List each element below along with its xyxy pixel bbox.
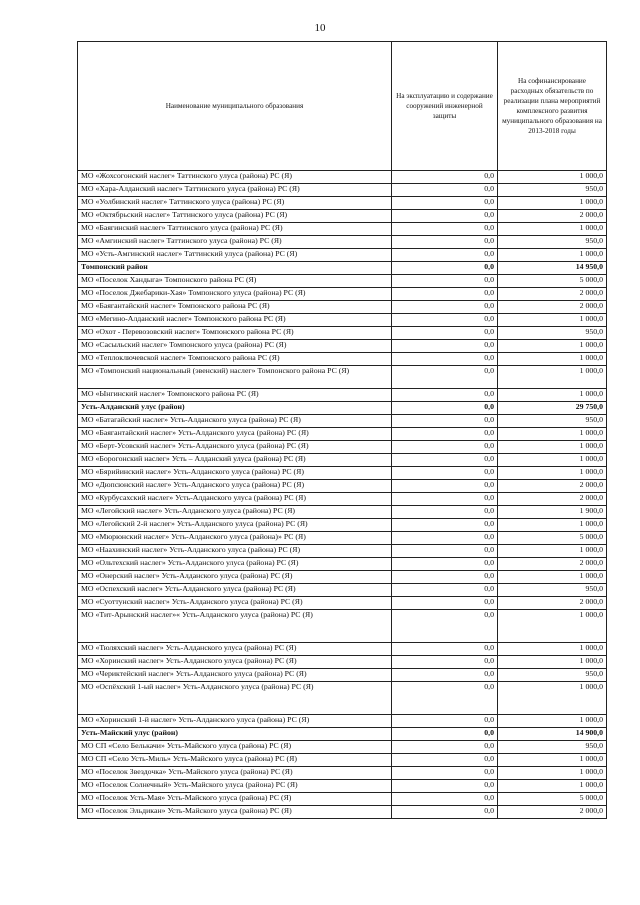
cofinancing-cell: 1 000,0: [498, 656, 607, 669]
table-row: [78, 506, 607, 519]
table-row: [78, 389, 607, 402]
municipality-name-cell: МО «Теплоключевской наслег» Томпонского района РС (Я): [78, 353, 392, 366]
cofinancing-cell: 2 000,0: [498, 288, 607, 301]
municipality-name-cell: МО «Хоринский наслег» Усть-Алданского улуса (района) РС (Я): [78, 656, 392, 669]
engineering-protection-cell: 0,0: [392, 389, 498, 402]
table-row: [78, 288, 607, 301]
table-row: [78, 715, 607, 728]
cofinancing-cell: 1 000,0: [498, 366, 607, 389]
engineering-protection-cell: 0,0: [392, 610, 498, 643]
table-row: [78, 597, 607, 610]
table-row: [78, 669, 607, 682]
engineering-protection-cell: 0,0: [392, 210, 498, 223]
municipality-name-cell: Томпонский район: [78, 262, 392, 275]
engineering-protection-cell: 0,0: [392, 314, 498, 327]
table-row: [78, 558, 607, 571]
municipality-name-cell: Усть-Алданский улус (район): [78, 402, 392, 415]
cofinancing-cell: 1 000,0: [498, 682, 607, 715]
cofinancing-cell: 5 000,0: [498, 793, 607, 806]
municipality-name-cell: МО «Октябрьский наслег» Таттинского улуса (района) РС (Я): [78, 210, 392, 223]
table-row: [78, 532, 607, 545]
table-row: [78, 467, 607, 480]
cofinancing-cell: 1 000,0: [498, 571, 607, 584]
table-row: [78, 340, 607, 353]
table-row: [78, 780, 607, 793]
table-row: [78, 415, 607, 428]
engineering-protection-cell: 0,0: [392, 288, 498, 301]
cofinancing-cell: 950,0: [498, 327, 607, 340]
cofinancing-cell: 2 000,0: [498, 301, 607, 314]
municipality-name-cell: МО «Курбусахский наслег» Усть-Алданского улуса (района) РС (Я): [78, 493, 392, 506]
municipality-name-cell: МО «Батагайский наслег» Усть-Алданского улуса (района) РС (Я): [78, 415, 392, 428]
engineering-protection-cell: 0,0: [392, 728, 498, 741]
municipality-name-cell: МО «Легойский наслег» Усть-Алданского улуса (района) РС (Я): [78, 506, 392, 519]
table-row: [78, 353, 607, 366]
municipality-name-cell: МО «Баягинский наслег» Таттинского улуса (района) РС (Я): [78, 223, 392, 236]
engineering-protection-cell: 0,0: [392, 428, 498, 441]
table-row: [78, 184, 607, 197]
cofinancing-cell: 1 000,0: [498, 780, 607, 793]
cofinancing-cell: 1 000,0: [498, 519, 607, 532]
engineering-protection-cell: 0,0: [392, 340, 498, 353]
engineering-protection-cell: 0,0: [392, 275, 498, 288]
municipality-name-cell: МО «Мегино-Алданский наслег» Томпонского района РС (Я): [78, 314, 392, 327]
cofinancing-cell: 2 000,0: [498, 493, 607, 506]
cofinancing-cell: 1 000,0: [498, 441, 607, 454]
municipality-name-cell: МО СП «Село Белькачи» Усть-Майского улуса (района) РС (Я): [78, 741, 392, 754]
municipality-name-cell: МО «Бярийинский наслег» Усть-Алданского улуса (района) РС (Я): [78, 467, 392, 480]
engineering-protection-cell: 0,0: [392, 793, 498, 806]
cofinancing-cell: 950,0: [498, 741, 607, 754]
table-row: [78, 480, 607, 493]
engineering-protection-cell: 0,0: [392, 327, 498, 340]
municipality-name-cell: МО СП «Село Усть-Миль» Усть-Майского улуса (района) РС (Я): [78, 754, 392, 767]
table-row: [78, 584, 607, 597]
engineering-protection-cell: 0,0: [392, 262, 498, 275]
cofinancing-cell: 1 000,0: [498, 223, 607, 236]
table-row: [78, 197, 607, 210]
table-row: [78, 793, 607, 806]
municipality-name-cell: МО «Ынгинский наслег» Томпонского района РС (Я): [78, 389, 392, 402]
table-row: [78, 767, 607, 780]
municipality-name-cell: МО «Легойский 2-й наслег» Усть-Алданского улуса (района) РС (Я): [78, 519, 392, 532]
cofinancing-cell: 950,0: [498, 415, 607, 428]
municipality-name-cell: МО «Поселок Звездочка» Усть-Майского улуса (района) РС (Я): [78, 767, 392, 780]
engineering-protection-cell: 0,0: [392, 754, 498, 767]
table-row: [78, 682, 607, 715]
municipality-name-cell: МО «Борогонский наслег» Усть – Алданский улуса (района) РС (Я): [78, 454, 392, 467]
cofinancing-cell: 2 000,0: [498, 210, 607, 223]
cofinancing-cell: 1 000,0: [498, 353, 607, 366]
cofinancing-cell: 14 950,0: [498, 262, 607, 275]
engineering-protection-cell: 0,0: [392, 415, 498, 428]
municipality-name-cell: МО «Уолбинский наслег» Таттинского улуса (района) РС (Я): [78, 197, 392, 210]
engineering-protection-cell: 0,0: [392, 467, 498, 480]
municipality-name-cell: МО «Поселок Усть-Мая» Усть-Майского улуса (района) РС (Я): [78, 793, 392, 806]
engineering-protection-cell: 0,0: [392, 656, 498, 669]
municipality-name-cell: МО «Тюляхский наслег» Усть-Алданского улуса (района) РС (Я): [78, 643, 392, 656]
table-row: [78, 454, 607, 467]
engineering-protection-cell: 0,0: [392, 480, 498, 493]
municipality-name-cell: МО «Тит-Арынский наслег»« Усть-Алданского улуса (района) РС (Я): [78, 610, 392, 643]
table-body: [78, 171, 607, 819]
municipality-name-cell: МО «Амгинский наслег» Таттинского улуса (района) РС (Я): [78, 236, 392, 249]
table-row: [78, 210, 607, 223]
table-row: [78, 610, 607, 643]
cofinancing-cell: 1 000,0: [498, 171, 607, 184]
table-row: [78, 236, 607, 249]
municipality-name-cell: МО «Чериктейский наслег» Усть-Алданского улуса (района) РС (Я): [78, 669, 392, 682]
municipality-name-cell: МО «Жохсогонский наслег» Таттинского улуса (района) РС (Я): [78, 171, 392, 184]
engineering-protection-cell: 0,0: [392, 643, 498, 656]
cofinancing-cell: 1 000,0: [498, 454, 607, 467]
municipality-name-cell: МО «Онерский наслег» Усть-Алданского улуса (района) РС (Я): [78, 571, 392, 584]
cofinancing-cell: 1 900,0: [498, 506, 607, 519]
table-row: [78, 428, 607, 441]
table-row: [78, 754, 607, 767]
municipality-name-cell: МО «Наахинский наслег» Усть-Алданского улуса (района) РС (Я): [78, 545, 392, 558]
header-engineering-protection: На эксплуатацию и содержание сооружений инженерной защиты: [392, 42, 498, 171]
cofinancing-cell: 1 000,0: [498, 340, 607, 353]
engineering-protection-cell: 0,0: [392, 741, 498, 754]
engineering-protection-cell: 0,0: [392, 558, 498, 571]
section-row: [78, 402, 607, 415]
municipality-name-cell: МО «Оспёхский 1-ый наслег» Усть-Алданского улуса (района) РС (Я): [78, 682, 392, 715]
engineering-protection-cell: 0,0: [392, 584, 498, 597]
municipality-name-cell: МО «Суоттунский наслег» Усть-Алданского улуса (района) РС (Я): [78, 597, 392, 610]
municipality-name-cell: МО «Мюрюнский наслег» Усть-Алданского улуса (района)» РС (Я): [78, 532, 392, 545]
municipality-name-cell: МО «Хоринский 1-й наслег» Усть-Алданского улуса (района) РС (Я): [78, 715, 392, 728]
engineering-protection-cell: 0,0: [392, 223, 498, 236]
cofinancing-cell: 2 000,0: [498, 806, 607, 819]
table-row: [78, 571, 607, 584]
cofinancing-cell: 29 750,0: [498, 402, 607, 415]
table-row: [78, 301, 607, 314]
cofinancing-cell: 1 000,0: [498, 428, 607, 441]
municipality-name-cell: МО «Поселок Эльдикан» Усть-Майского улуса (района) РС (Я): [78, 806, 392, 819]
municipality-name-cell: МО «Баягантайский наслег» Томпонского района РС (Я): [78, 301, 392, 314]
municipality-name-cell: МО «Охот - Перевозовский наслег» Томпонского района РС (Я): [78, 327, 392, 340]
cofinancing-cell: 2 000,0: [498, 597, 607, 610]
table-header-row: [78, 42, 607, 171]
cofinancing-cell: 950,0: [498, 584, 607, 597]
section-row: [78, 262, 607, 275]
engineering-protection-cell: 0,0: [392, 366, 498, 389]
table-row: [78, 741, 607, 754]
table-row: [78, 249, 607, 262]
table-row: [78, 545, 607, 558]
header-cofinancing: На софинансирование расходных обязательств по реализации плана мероприятий комплексного развития муниципального образования на 2013-2018 годы: [498, 42, 607, 171]
cofinancing-cell: 14 900,0: [498, 728, 607, 741]
engineering-protection-cell: 0,0: [392, 780, 498, 793]
cofinancing-cell: 1 000,0: [498, 767, 607, 780]
cofinancing-cell: 1 000,0: [498, 197, 607, 210]
table-row: [78, 806, 607, 819]
engineering-protection-cell: 0,0: [392, 441, 498, 454]
cofinancing-cell: 950,0: [498, 669, 607, 682]
cofinancing-cell: 950,0: [498, 236, 607, 249]
engineering-protection-cell: 0,0: [392, 806, 498, 819]
municipal-funding-table: [77, 41, 607, 819]
engineering-protection-cell: 0,0: [392, 353, 498, 366]
table-row: [78, 171, 607, 184]
cofinancing-cell: 1 000,0: [498, 754, 607, 767]
cofinancing-cell: 1 000,0: [498, 314, 607, 327]
cofinancing-cell: 1 000,0: [498, 467, 607, 480]
municipality-name-cell: МО «Хара-Алданский наслег» Таттинского улуса (района) РС (Я): [78, 184, 392, 197]
municipality-name-cell: МО «Поселок Хандыга» Томпонского района РС (Я): [78, 275, 392, 288]
table-row: [78, 493, 607, 506]
engineering-protection-cell: 0,0: [392, 571, 498, 584]
engineering-protection-cell: 0,0: [392, 301, 498, 314]
municipality-name-cell: МО «Усть-Амгинский наслег» Таттинский улуса (района) РС (Я): [78, 249, 392, 262]
table-row: [78, 519, 607, 532]
engineering-protection-cell: 0,0: [392, 545, 498, 558]
table-row: [78, 643, 607, 656]
table-row: [78, 327, 607, 340]
engineering-protection-cell: 0,0: [392, 669, 498, 682]
engineering-protection-cell: 0,0: [392, 715, 498, 728]
cofinancing-cell: 1 000,0: [498, 545, 607, 558]
cofinancing-cell: 1 000,0: [498, 389, 607, 402]
municipality-name-cell: МО «Оспехский наслег» Усть-Алданского улуса (района) РС (Я): [78, 584, 392, 597]
engineering-protection-cell: 0,0: [392, 249, 498, 262]
header-name: Наименование муниципального образования: [78, 42, 392, 171]
cofinancing-cell: 2 000,0: [498, 480, 607, 493]
engineering-protection-cell: 0,0: [392, 402, 498, 415]
cofinancing-cell: 950,0: [498, 184, 607, 197]
table-row: [78, 656, 607, 669]
engineering-protection-cell: 0,0: [392, 171, 498, 184]
table-row: [78, 275, 607, 288]
engineering-protection-cell: 0,0: [392, 184, 498, 197]
engineering-protection-cell: 0,0: [392, 682, 498, 715]
municipality-name-cell: МО «Дюпсюнский наслег» Усть-Алданского улуса (района) РС (Я): [78, 480, 392, 493]
engineering-protection-cell: 0,0: [392, 767, 498, 780]
engineering-protection-cell: 0,0: [392, 454, 498, 467]
table-row: [78, 314, 607, 327]
cofinancing-cell: 2 000,0: [498, 558, 607, 571]
engineering-protection-cell: 0,0: [392, 493, 498, 506]
municipality-name-cell: МО «Ольтехский наслег» Усть-Алданского улуса (района) РС (Я): [78, 558, 392, 571]
engineering-protection-cell: 0,0: [392, 519, 498, 532]
municipality-name-cell: МО «Томпонский национальный (эвенский) наслег» Томпонского района РС (Я): [78, 366, 392, 389]
cofinancing-cell: 1 000,0: [498, 643, 607, 656]
table-row: [78, 441, 607, 454]
municipality-name-cell: Усть-Майский улус (район): [78, 728, 392, 741]
engineering-protection-cell: 0,0: [392, 506, 498, 519]
cofinancing-cell: 5 000,0: [498, 275, 607, 288]
municipality-name-cell: МО «Баягантайский наслег» Усть-Алданского улуса (района) РС (Я): [78, 428, 392, 441]
municipality-name-cell: МО «Поселок Джебарики-Хая» Томпонского улуса (района) РС (Я): [78, 288, 392, 301]
page-number: 10: [314, 22, 326, 34]
municipality-name-cell: МО «Сасыльский наслег» Томпонского улуса (района) РС (Я): [78, 340, 392, 353]
engineering-protection-cell: 0,0: [392, 236, 498, 249]
table-row: [78, 366, 607, 389]
cofinancing-cell: 1 000,0: [498, 249, 607, 262]
engineering-protection-cell: 0,0: [392, 532, 498, 545]
cofinancing-cell: 5 000,0: [498, 532, 607, 545]
engineering-protection-cell: 0,0: [392, 597, 498, 610]
cofinancing-cell: 1 000,0: [498, 715, 607, 728]
municipality-name-cell: МО «Поселок Солнечный» Усть-Майского улуса (района) РС (Я): [78, 780, 392, 793]
municipality-name-cell: МО «Берт-Усовский наслег» Усть-Алданского улуса (района) РС (Я): [78, 441, 392, 454]
cofinancing-cell: 1 000,0: [498, 610, 607, 643]
table-row: [78, 223, 607, 236]
section-row: [78, 728, 607, 741]
engineering-protection-cell: 0,0: [392, 197, 498, 210]
